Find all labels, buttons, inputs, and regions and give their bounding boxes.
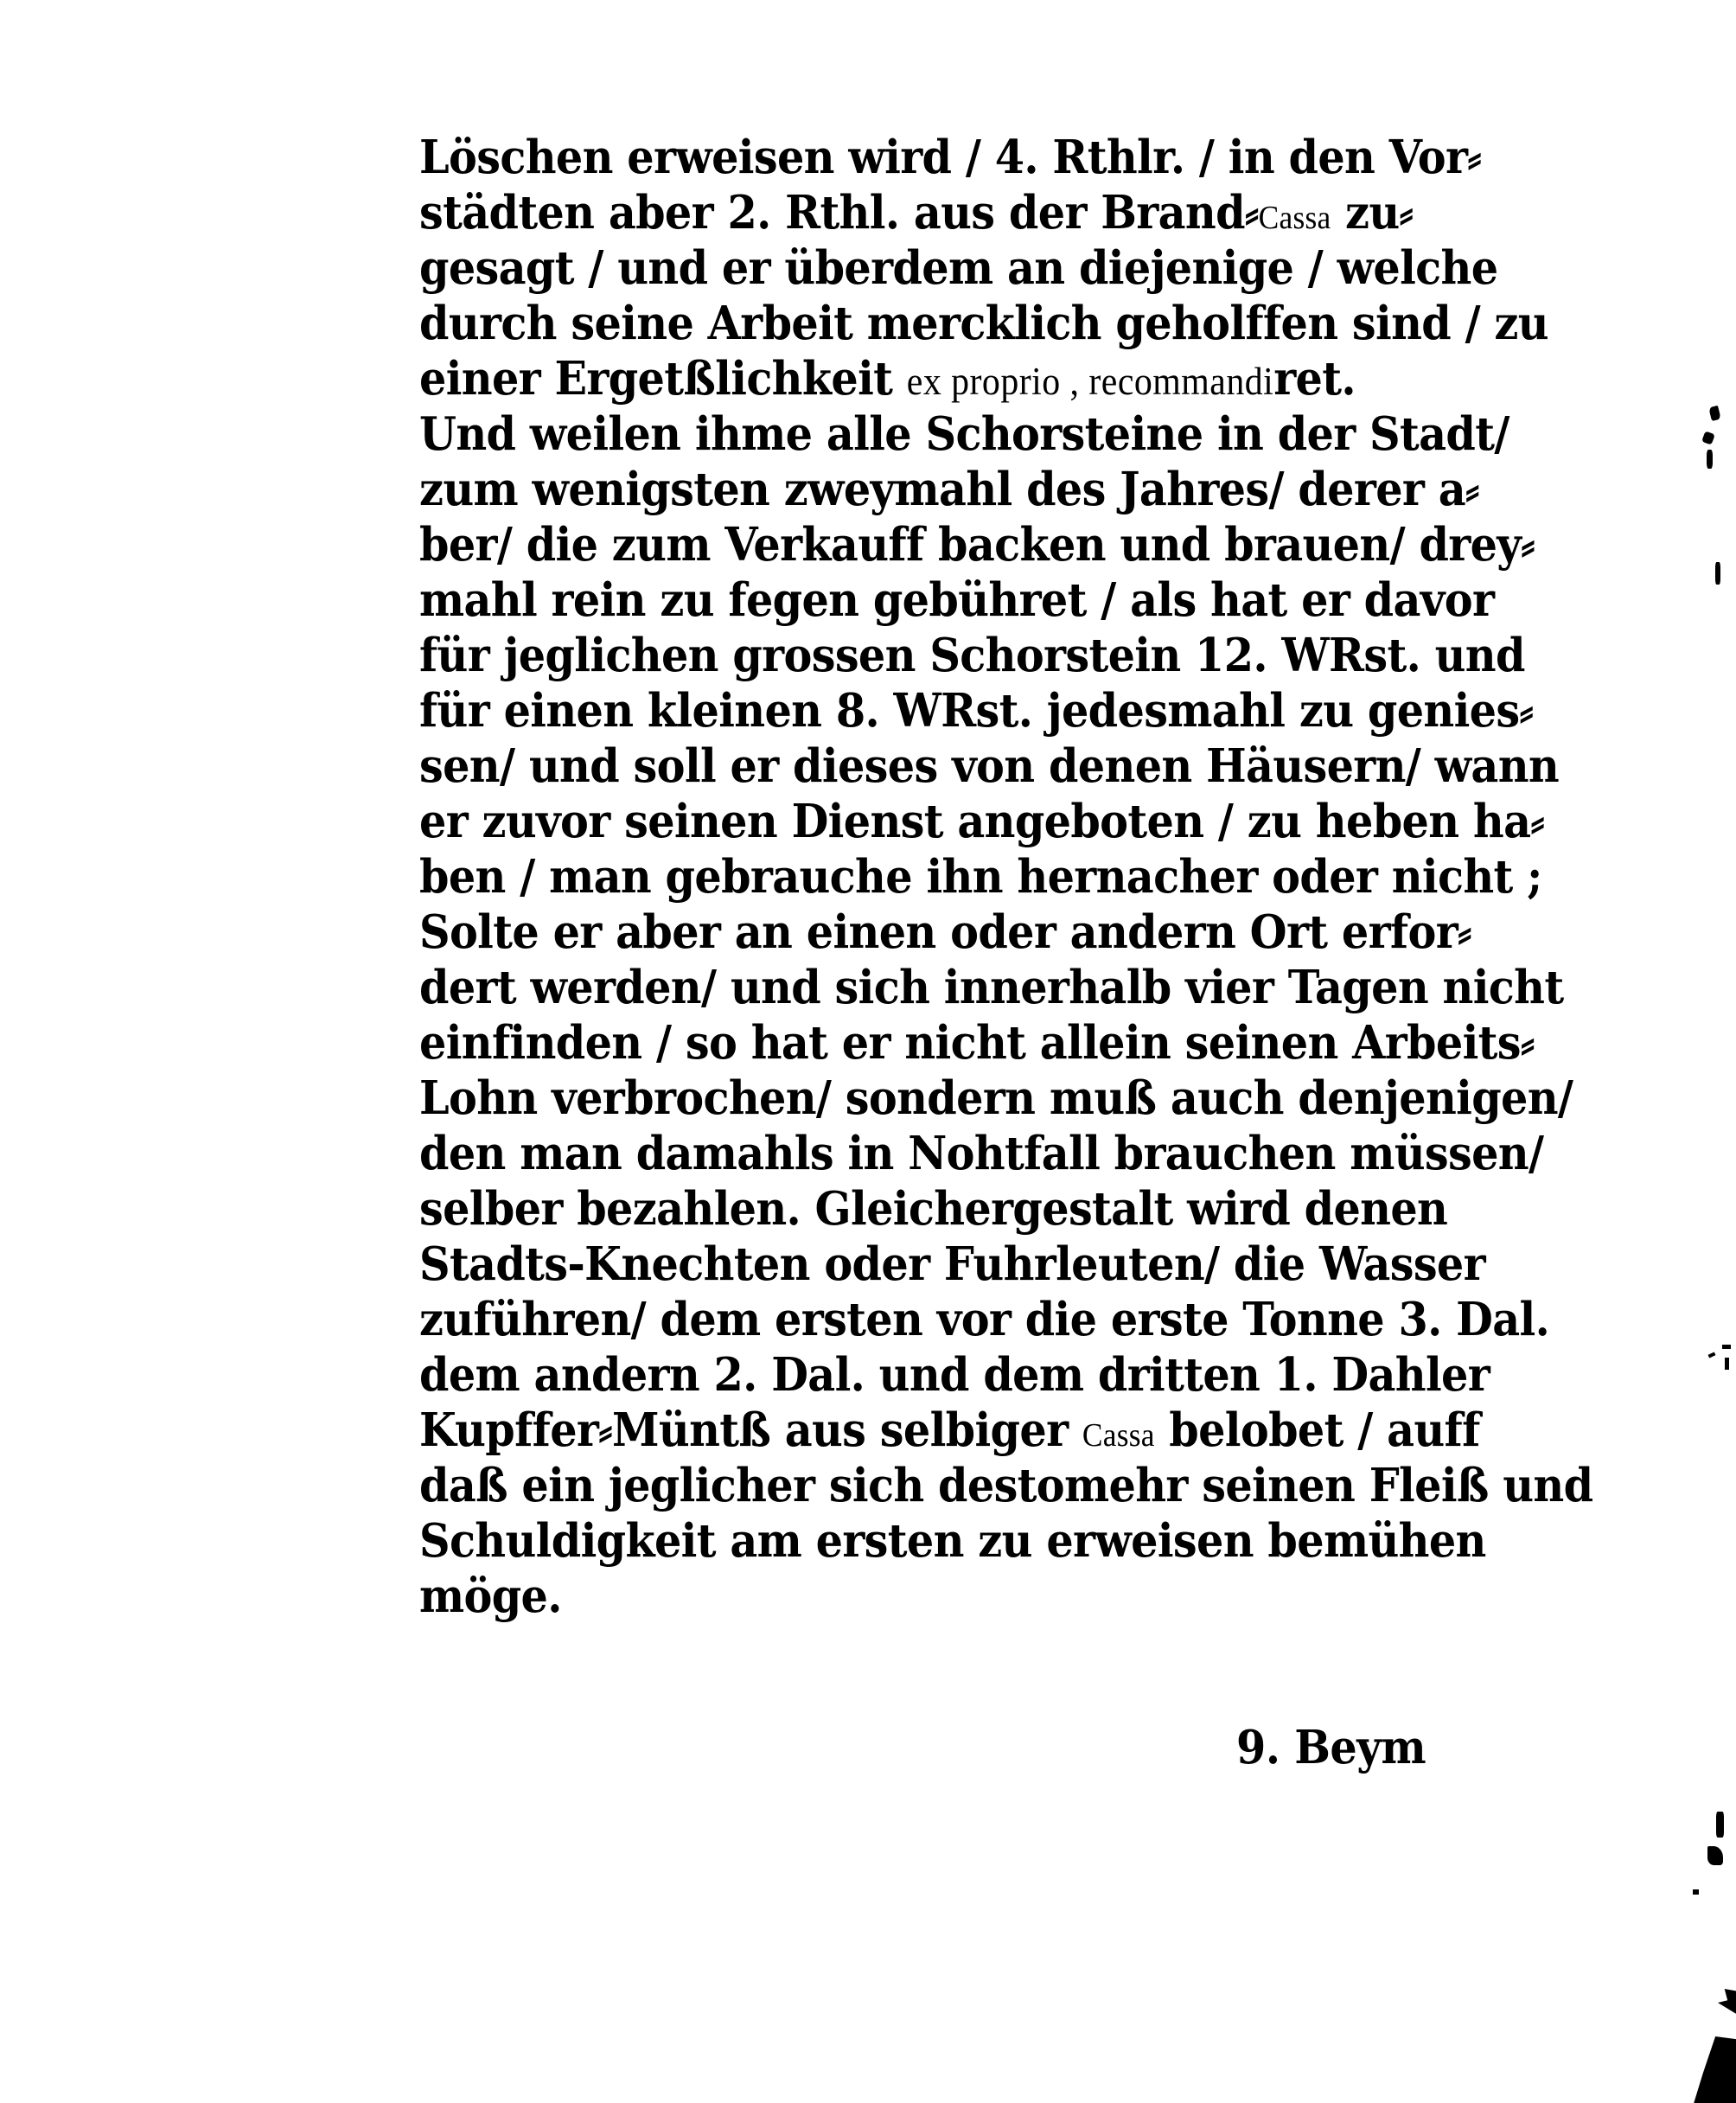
text-line: selber bezahlen. Gleichergestalt wird denen <box>419 1182 1448 1236</box>
text-line: er zuvor seinen Dienst angeboten / zu heben ha⸗ <box>419 795 1545 848</box>
text-line: einfinden / so hat er nicht allein seinen Arbeits⸗ <box>419 1016 1535 1070</box>
scan-artifact <box>1708 406 1721 421</box>
scan-artifact <box>1707 450 1713 469</box>
text-line <box>419 351 1457 406</box>
scan-artifact <box>1725 1358 1729 1370</box>
line-segment-fraktur: zu⸗ <box>1331 186 1414 240</box>
text-line <box>419 185 1457 240</box>
text-line: daß ein jeglicher sich destomehr seinen Fleiß und <box>419 1459 1593 1512</box>
scan-artifact <box>1693 1889 1699 1895</box>
text-line: Und weilen ihme alle Schorsteine in der Stadt/ <box>419 407 1509 461</box>
text-line: sen/ und soll er dieses von denen Häusern/ wann <box>419 739 1560 793</box>
text-line: ber/ die zum Verkauff backen und brauen/ drey⸗ <box>419 518 1535 572</box>
text-line: mahl rein zu fegen gebühret / als hat er davor <box>419 573 1495 627</box>
line-segment-fraktur: Kupffer⸗Müntß aus selbiger <box>419 1403 1082 1457</box>
text-line: Schuldigkeit am ersten zu erweisen bemühen <box>419 1514 1486 1568</box>
scan-artifact <box>1707 1846 1723 1865</box>
line-segment-roman: Cassa <box>1258 200 1331 236</box>
text-line: Lohn verbrochen/ sondern muß auch denjenigen/ <box>419 1071 1573 1125</box>
text-line: ben / man gebrauche ihn hernacher oder nicht ; <box>419 850 1542 904</box>
scan-artifact <box>1716 1812 1724 1838</box>
line-segment-roman: ex proprio , recommandi <box>906 360 1274 403</box>
text-line: zuführen/ dem ersten vor die erste Tonne 3. Dal. <box>419 1293 1550 1346</box>
page-edge-shadow <box>1706 1989 1736 2023</box>
text-line: Stadts-Knechten oder Fuhrleuten/ die Wasser <box>419 1237 1485 1291</box>
body-text-block <box>419 130 1593 1624</box>
text-line: den man damahls in Nohtfall brauchen müssen/ <box>419 1127 1544 1180</box>
text-line: für einen kleinen 8. WRst. jedesmahl zu genies⸗ <box>419 684 1534 738</box>
text-line: möge. <box>419 1569 562 1623</box>
text-line <box>419 1403 1480 1458</box>
page-edge-shadow <box>1690 2036 1736 2103</box>
text-line: dert werden/ und sich innerhalb vier Tagen nicht <box>419 961 1564 1014</box>
line-segment-fraktur: einer Ergetßlichkeit <box>419 352 907 406</box>
line-segment-roman: Cassa <box>1082 1417 1155 1454</box>
line-segment-fraktur: belobet / auff <box>1154 1403 1480 1457</box>
line-segment-fraktur: ret. <box>1273 352 1356 406</box>
catchword: 9. Beym <box>1236 1721 1426 1774</box>
scan-artifact <box>1715 562 1720 585</box>
scan-artifact <box>1701 431 1715 444</box>
text-line: zum wenigsten zweymahl des Jahres/ derer a⸗ <box>419 463 1479 516</box>
scan-artifact <box>1722 1345 1731 1349</box>
text-line: gesagt / und er überdem an diejenige / welche <box>419 241 1498 295</box>
scan-artifact <box>1708 1352 1716 1358</box>
text-line: für jeglichen grossen Schorstein 12. WRst. und <box>419 629 1525 682</box>
text-line: durch seine Arbeit mercklich geholffen sind / zu <box>419 297 1548 350</box>
text-line: dem andern 2. Dal. und dem dritten 1. Dahler <box>419 1348 1490 1402</box>
text-line: Löschen erweisen wird / 4. Rthlr. / in den Vor⸗ <box>419 131 1482 184</box>
text-line: Solte er aber an einen oder andern Ort erfor⸗ <box>419 905 1471 959</box>
line-segment-fraktur: städten aber 2. Rthl. aus der Brand⸗ <box>419 186 1259 240</box>
